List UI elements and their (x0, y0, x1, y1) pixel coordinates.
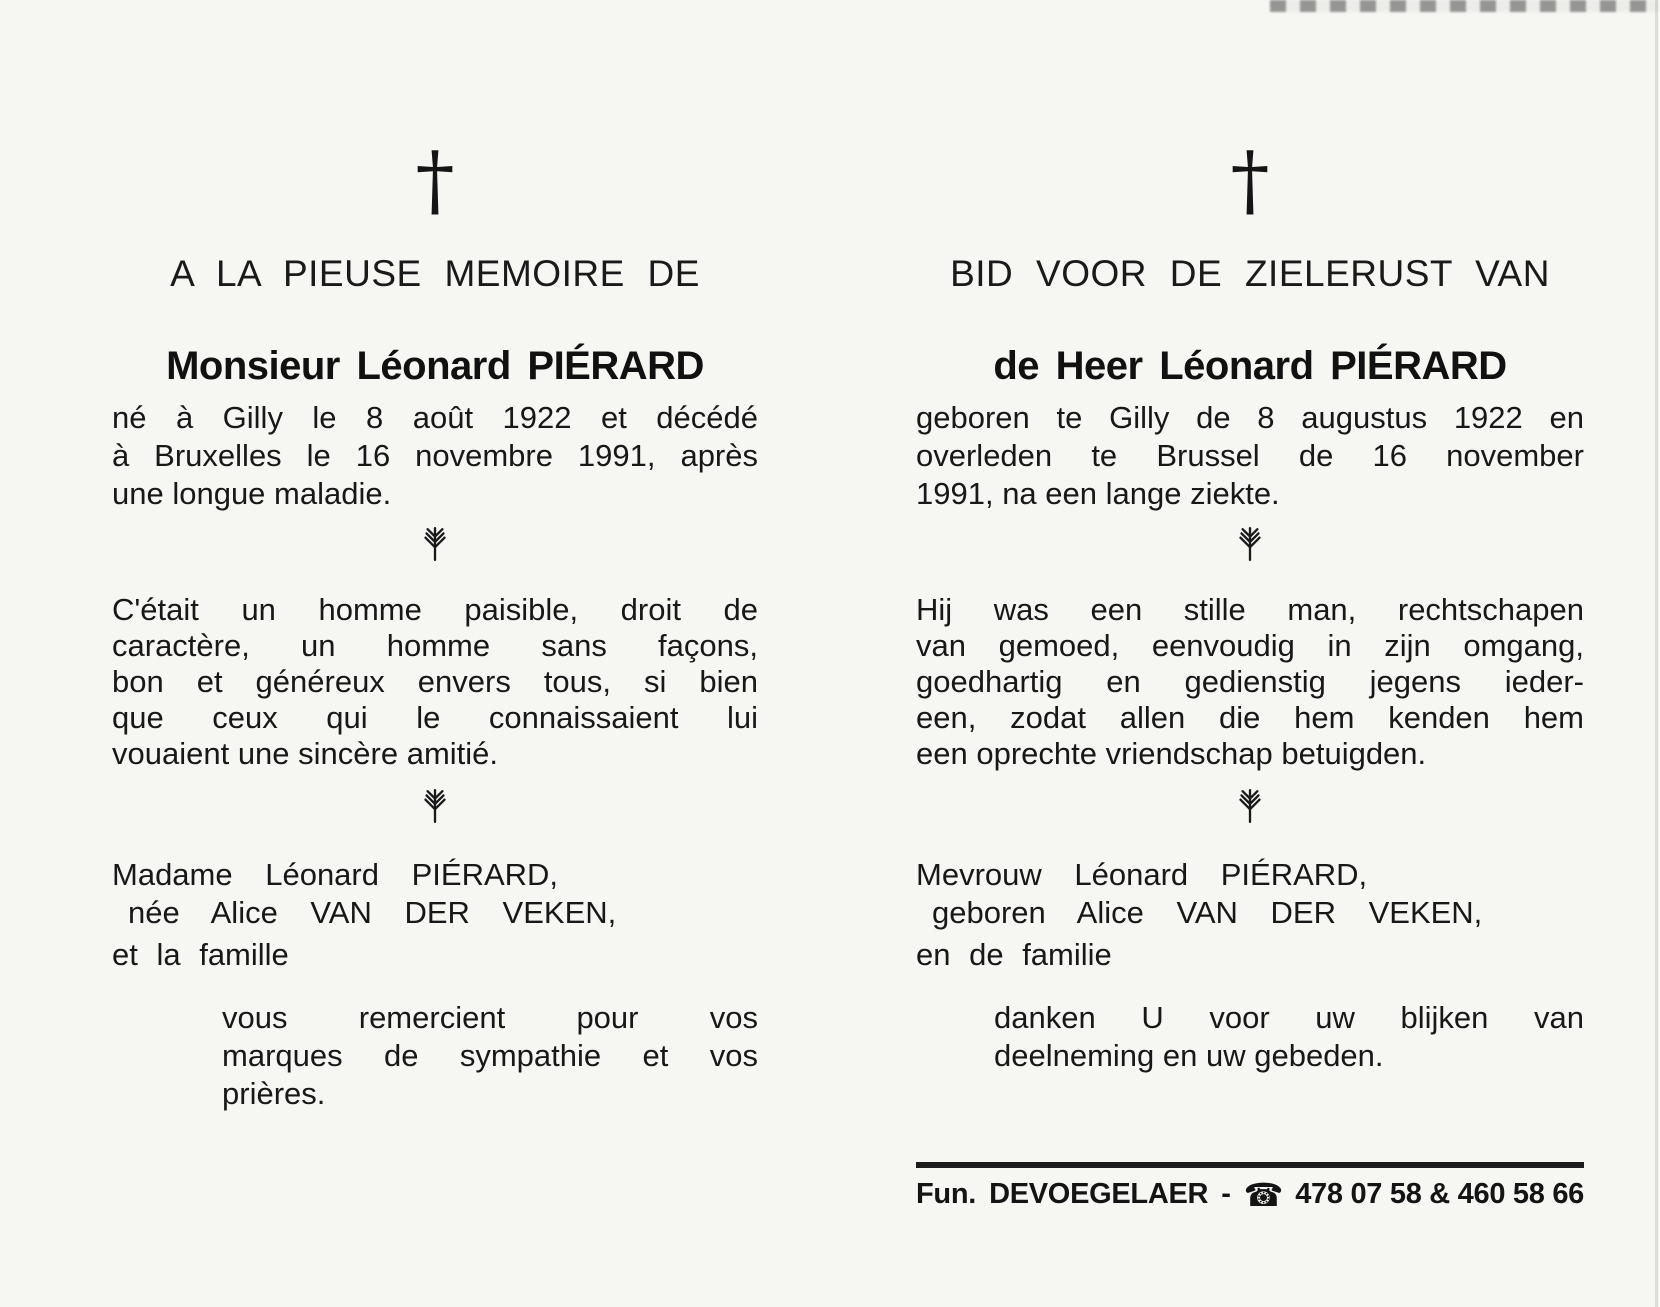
panel-dutch (916, 0, 1584, 1307)
eulogy-line: een, zodat allen die hem kenden hem (916, 700, 1584, 735)
memorial-header-nl: BID VOOR DE ZIELERUST VAN (950, 253, 1550, 294)
eulogy-line: que ceux qui le connaissaient lui (112, 700, 758, 735)
cross-icon: † (415, 136, 455, 226)
panel-french (112, 0, 758, 1307)
family-line-fr: et la famille (112, 937, 289, 972)
birth-death-paragraph-nl (916, 399, 1584, 513)
deceased-name-nl: de Heer Léonard PIÉRARD (993, 344, 1507, 388)
footer-separator: - (1221, 1178, 1231, 1210)
ornament-branch-icon (112, 788, 758, 829)
funeral-home-label: Fun. (916, 1178, 977, 1210)
birth-death-line: à Bruxelles le 16 novembre 1991, après (112, 438, 758, 473)
eulogy-line: Hij was een stille man, rechtschapen (916, 592, 1584, 627)
eulogy-line: bon et généreux envers tous, si bien (112, 664, 758, 699)
eulogy-paragraph-nl (916, 592, 1584, 772)
cross-icon: † (1230, 136, 1270, 226)
eulogy-line: een oprechte vriendschap betuigden. (916, 736, 1427, 771)
family-line-nl: en de familie (916, 937, 1112, 972)
birth-death-line: 1991, na een lange ziekte. (916, 476, 1280, 511)
phone-group (1243, 1175, 1584, 1214)
widow-name-fr: Madame Léonard PIÉRARD, (112, 857, 559, 892)
eulogy-line: goedhartig en gedienstig jegens ieder- (916, 664, 1584, 699)
birth-death-line: né à Gilly le 8 août 1922 et décédé (112, 400, 758, 435)
phone-numbers: 478 07 58 & 460 58 66 (1295, 1178, 1584, 1210)
eulogy-line: vouaient une sincère amitié. (112, 736, 499, 771)
funeral-home-footer (916, 1175, 1584, 1214)
thanks-line: danken U voor uw blijken van (994, 1000, 1584, 1035)
thanks-line: prières. (222, 1076, 326, 1111)
thanks-line: deelneming en uw gebeden. (994, 1038, 1384, 1073)
ornament-branch-icon (916, 788, 1584, 829)
thanks-line: vous remercient pour vos (222, 1000, 758, 1035)
eulogy-line: van gemoed, eenvoudig in zijn omgang, (916, 628, 1584, 663)
ornament-branch-icon (916, 526, 1584, 567)
phone-icon: ☎ (1243, 1175, 1284, 1214)
deceased-name-fr: Monsieur Léonard PIÉRARD (166, 344, 704, 388)
eulogy-paragraph-fr (112, 592, 758, 772)
thanks-paragraph-fr (112, 999, 758, 1113)
funeral-home-name: DEVOEGELAER (989, 1178, 1209, 1210)
memorial-header-fr: A LA PIEUSE MEMOIRE DE (170, 253, 700, 294)
birth-death-line: overleden te Brussel de 16 november (916, 438, 1584, 473)
thanks-line: marques de sympathie et vos (222, 1038, 758, 1073)
birth-death-line: geboren te Gilly de 8 augustus 1922 en (916, 400, 1584, 435)
footer-divider (916, 1162, 1584, 1168)
eulogy-line: C'était un homme paisible, droit de (112, 592, 758, 627)
birth-death-paragraph-fr (112, 399, 758, 513)
widow-name-nl: Mevrouw Léonard PIÉRARD, (916, 857, 1368, 892)
eulogy-line: caractère, un homme sans façons, (112, 628, 758, 663)
scan-artifact-edge (1655, 0, 1658, 1307)
birth-death-line: une longue maladie. (112, 476, 392, 511)
maiden-name-nl: geboren Alice VAN DER VEKEN, (932, 895, 1483, 930)
thanks-paragraph-nl (916, 999, 1584, 1075)
ornament-branch-icon (112, 526, 758, 567)
maiden-name-fr: née Alice VAN DER VEKEN, (128, 895, 617, 930)
